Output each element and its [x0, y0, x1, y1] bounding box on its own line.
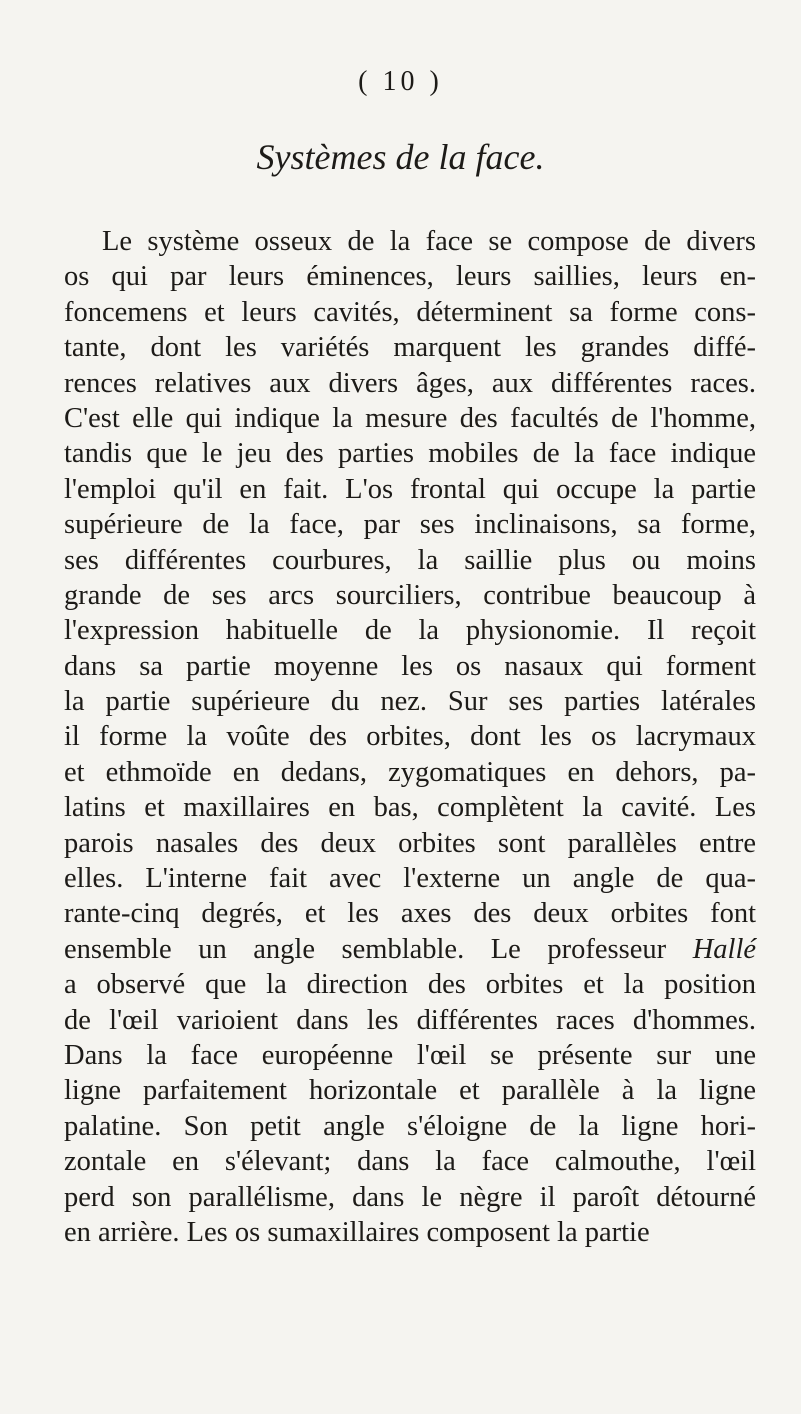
text-line: rences relatives aux divers âges, aux différentes races. [64, 367, 756, 399]
text-line: palatine. Son petit angle s'éloigne de la ligne hori- [64, 1110, 756, 1142]
text-line: et ethmoïde en dedans, zygomatiques en dehors, pa- [64, 756, 756, 788]
text-line-with-name [64, 932, 756, 967]
body-paragraph [64, 224, 756, 1250]
text-line: tante, dont les variétés marquent les grandes diffé- [64, 332, 756, 364]
text-line: l'expression habituelle de la physionomie. Il reçoit [64, 615, 756, 647]
text-line: perd son parallélisme, dans le nègre il paroît détourné [64, 1181, 756, 1213]
text-line: foncemens et leurs cavités, déterminent sa forme cons- [64, 296, 756, 328]
text-line: a observé que la direction des orbites et la position [64, 969, 756, 1001]
text-line: latins et maxillaires en bas, complètent la cavité. Les [64, 792, 756, 824]
text-line: Le système osseux de la face se compose de divers [102, 226, 756, 257]
text-line-content: ensemble un angle semblable. Le professeur [64, 933, 667, 965]
text-line: supérieure de la face, par ses inclinaisons, sa forme, [64, 509, 756, 541]
text-line: ligne parfaitement horizontale et parallèle à la ligne [64, 1075, 756, 1107]
section-title: Systèmes de la face. [256, 137, 545, 177]
text-line: la partie supérieure du nez. Sur ses parties latérales [64, 686, 756, 718]
text-line: de l'œil varioient dans les différentes races d'hommes. [64, 1004, 756, 1036]
text-line: zontale en s'élevant; dans la face calmouthe, l'œil [64, 1146, 756, 1178]
page-number: ( 10 ) [358, 66, 443, 97]
text-line: grande de ses arcs sourciliers, contribue beaucoup à [64, 579, 756, 611]
text-line: Dans la face européenne l'œil se présente sur une [64, 1039, 756, 1071]
text-line: C'est elle qui indique la mesure des facultés de l'homme, [64, 402, 756, 434]
text-line: il forme la voûte des orbites, dont les os lacrymaux [64, 721, 756, 753]
text-line: parois nasales des deux orbites sont parallèles entre [64, 827, 756, 859]
text-line: elles. L'interne fait avec l'externe un angle de qua- [64, 863, 756, 895]
text-line: tandis que le jeu des parties mobiles de la face indique [64, 438, 756, 470]
text-line: ses différentes courbures, la saillie plus ou moins [64, 544, 756, 576]
text-line: en arrière. Les os sumaxillaires composent la partie [64, 1216, 650, 1248]
author-name: Hallé [692, 933, 757, 965]
text-line: l'emploi qu'il en fait. L'os frontal qui occupe la partie [64, 473, 756, 505]
text-line: dans sa partie moyenne les os nasaux qui forment [64, 650, 756, 682]
text-line: os qui par leurs éminences, leurs saillies, leurs en- [64, 261, 756, 293]
text-line: rante-cinq degrés, et les axes des deux orbites font [64, 898, 756, 930]
